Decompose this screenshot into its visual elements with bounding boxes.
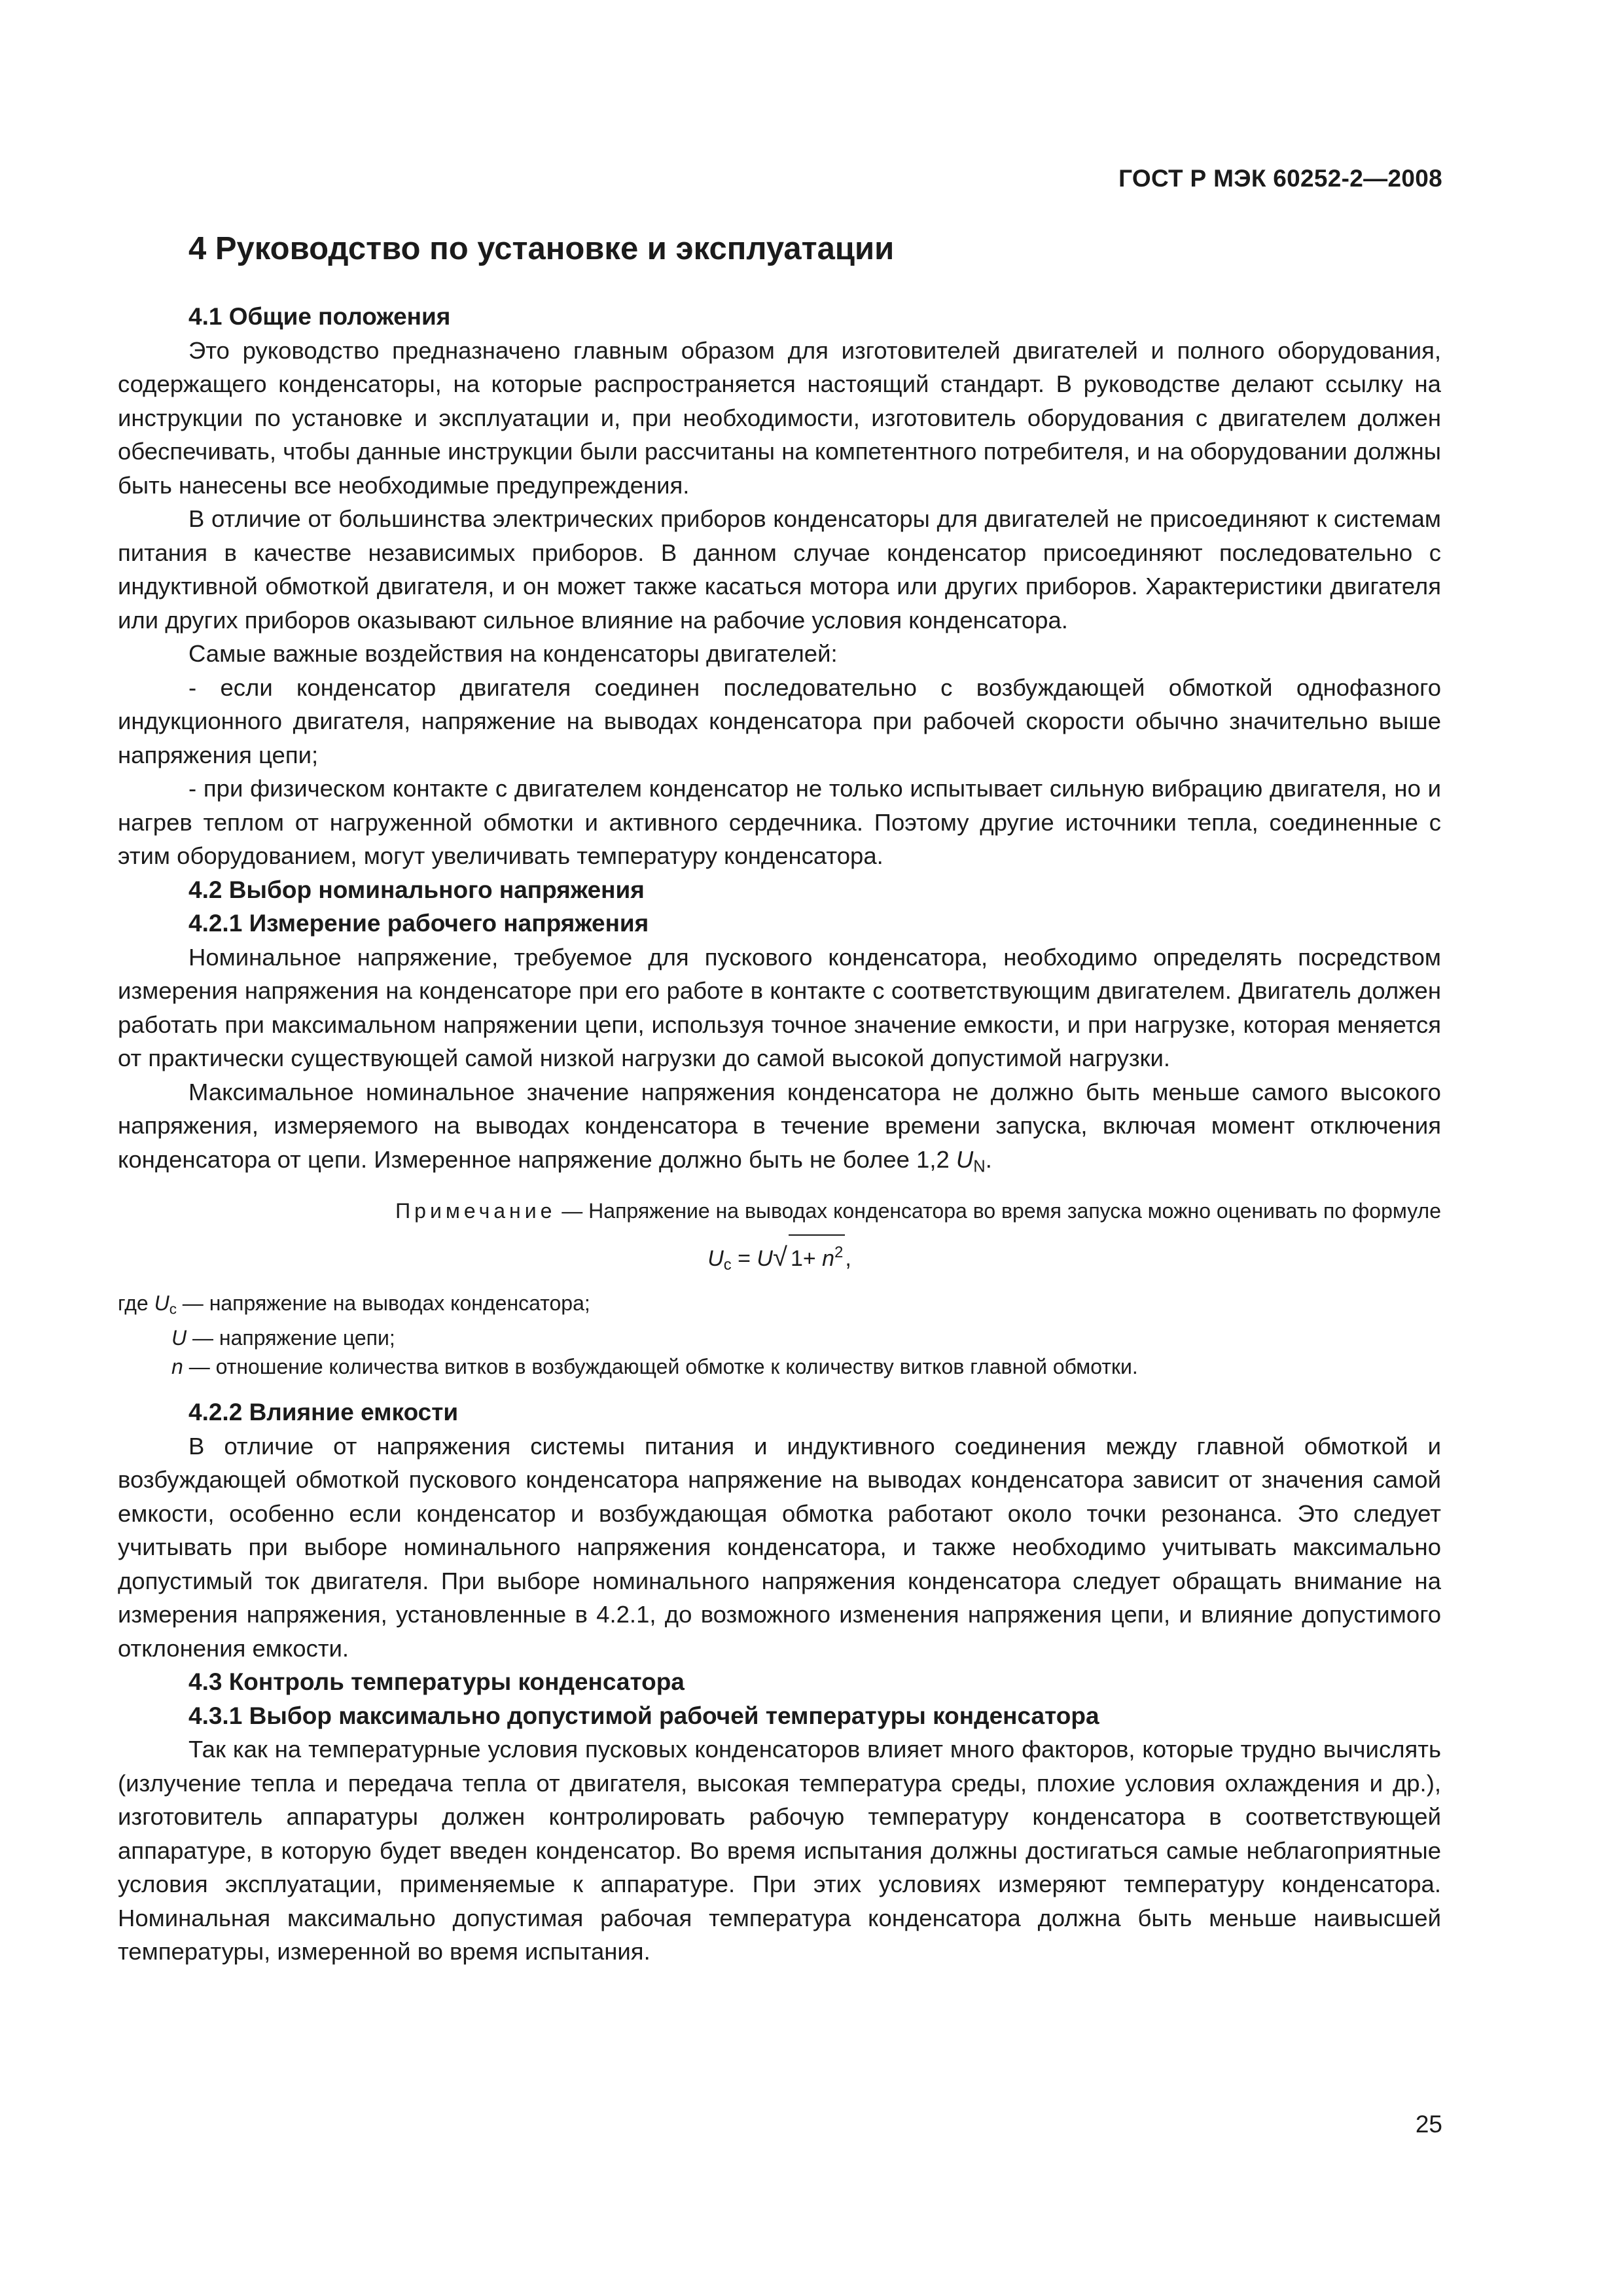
paragraph: Так как на температурные условия пусковых конденсаторов влияет много факторов, которые трудно вычислять (излучение тепла и передача тепла от двигателя, высокая температура среды, плохие условия охлаждения и др.), изготовитель аппаратуры должен контролировать рабочую температуру конденсатора в соответствующей аппаратуре, в которую будет введен конденсатор. Во время испытания должны достигаться самые неблагоприятные условия эксплуатации, применяемые к аппаратуре. При этих условиях измеряют температуру конденсатора. Номинальная максимально допустимая рабочая температура конденсатора должна быть меньше наивысшей температуры, измеренной во время испытания. xyxy=(118,1736,1441,1965)
definition-prefix: где xyxy=(118,1291,154,1315)
formula-tail: , xyxy=(845,1246,851,1272)
definition-text: — напряжение цепи; xyxy=(187,1326,395,1350)
definition-symbol: n xyxy=(171,1355,183,1379)
formula-exponent: 2 xyxy=(834,1244,844,1262)
paragraph: В отличие от большинства электрических приборов конденсаторы для двигателей не присоединяют к системам питания в качестве независимых приборов. В данном случае конденсатор присоединяют последовательно с индуктивной обмоткой двигателя, и он может также касаться мотора или других приборов. Характеристики двигателя или других приборов оказывают сильное влияние на рабочие условия конденсатора. xyxy=(118,505,1441,634)
section-4-3-1-heading: 4.3.1 Выбор максимально допустимой рабочей температуры конденсатора xyxy=(188,1702,1099,1729)
formula-definitions xyxy=(118,1289,1441,1382)
list-item: - если конденсатор двигателя соединен последовательно с возбуждающей обмоткой однофазного индукционного двигателя, напряжение на выводах конденсатора при рабочей скорости обычно значительно выше напряжения цепи; xyxy=(118,673,1441,768)
section-4-2-2-heading: 4.2.2 Влияние емкости xyxy=(188,1399,459,1426)
note-label: Примечание xyxy=(395,1199,556,1223)
formula-radicand xyxy=(789,1234,845,1276)
formula-lhs-subscript: c xyxy=(723,1256,732,1274)
page-content xyxy=(118,300,1441,1969)
definition-u xyxy=(118,1323,1441,1352)
radicand-text: 1+ xyxy=(790,1246,823,1272)
section-4-2-1-heading: 4.2.1 Измерение рабочего напряжения xyxy=(188,910,649,937)
definition-subscript: c xyxy=(169,1300,177,1318)
section-4-1-heading: 4.1 Общие положения xyxy=(188,303,451,330)
section-4-3-heading: 4.3 Контроль температуры конденсатора xyxy=(188,1668,685,1696)
definition-symbol: U xyxy=(171,1326,187,1350)
paragraph: Номинальное напряжение, требуемое для пускового конденсатора, необходимо определять посредством измерения напряжения на конденсаторе при его работе в контакте с соответствующим двигателем. Двигатель должен работать при максимальном напряжении цепи, используя точное значение емкости, и при нагрузке, которая меняется от практически существующей самой низкой нагрузки до самой высокой допустимой нагрузки. xyxy=(118,943,1441,1071)
definition-text: — напряжение на выводах конденсатора; xyxy=(176,1291,590,1315)
formula-lhs: U xyxy=(707,1246,724,1272)
list-item: - при физическом контакте с двигателем конденсатор не только испытывает сильную вибрацию двигателя, но и нагрев теплом от нагруженной обмотки и активного сердечника. Поэтому другие источники тепла, соединенные с этим оборудованием, могут увеличивать температуру конденсатора. xyxy=(118,775,1441,869)
definition-symbol: U xyxy=(154,1291,169,1315)
section-4-2-heading: 4.2 Выбор номинального напряжения xyxy=(188,876,645,903)
paragraph: Самые важные воздействия на конденсаторы двигателей: xyxy=(188,640,838,667)
note-block xyxy=(118,1196,1441,1225)
paragraph-text: Максимальное номинальное значение напряжения конденсатора не должно быть меньше самого высокого напряжения, измеряемого на выводах конденсатора в течение времени запуска, включая момент отключения конденсатора от цепи. Измеренное напряжение должно быть не более 1,2 xyxy=(118,1078,1441,1173)
voltage-symbol: U xyxy=(955,1145,974,1173)
formula-n: n xyxy=(822,1246,835,1272)
sentence-end: . xyxy=(985,1145,992,1173)
definition-n xyxy=(118,1352,1441,1381)
definition-uc xyxy=(118,1289,1441,1324)
formula xyxy=(118,1234,1441,1282)
formula-u: U xyxy=(757,1246,773,1272)
chapter-title: 4 Руководство по установке и эксплуатации xyxy=(188,231,895,266)
paragraph xyxy=(118,1075,1441,1184)
formula-equals: = xyxy=(731,1246,757,1272)
standard-designation: ГОСТ Р МЭК 60252-2—2008 xyxy=(1118,165,1442,192)
paragraph: Это руководство предназначено главным образом для изготовителей двигателей и полного оборудования, содержащего конденсаторы, на которые распространяется настоящий стандарт. В руководстве делают ссылку на инструкции по установке и эксплуатации и, при необходимости, изготовитель оборудования с двигателем должен обеспечивать, чтобы данные инструкции были рассчитаны на компетентного потребителя, и на оборудовании должны быть нанесены все необходимые предупреждения. xyxy=(118,336,1441,499)
page-number: 25 xyxy=(1415,2111,1442,2138)
definition-text: — отношение количества витков в возбуждающей обмотке к количеству витков главной обмотки. xyxy=(183,1355,1138,1379)
voltage-subscript: N xyxy=(973,1157,986,1175)
note-line xyxy=(118,1196,1441,1225)
paragraph: В отличие от напряжения системы питания и индуктивного соединения между главной обмоткой и возбуждающей обмоткой пускового конденсатора напряжение на выводах конденсатора зависит от значения самой емкости, особенно если конденсатор и возбуждающая обмотка работают около точки резонанса. Это следует учитывать при выборе номинального напряжения конденсатора, и также необходимо учитывать максимально допустимый ток двигателя. При выборе номинального напряжения конденсатора следует обращать внимание на измерения напряжения, установленные в 4.2.1, до возможного изменения напряжения цепи, и влияние допустимого отклонения емкости. xyxy=(118,1432,1441,1662)
square-root-icon: √ xyxy=(772,1243,787,1272)
note-text: — Напряжение на выводах конденсатора во время запуска можно оценивать по формуле xyxy=(556,1199,1441,1223)
